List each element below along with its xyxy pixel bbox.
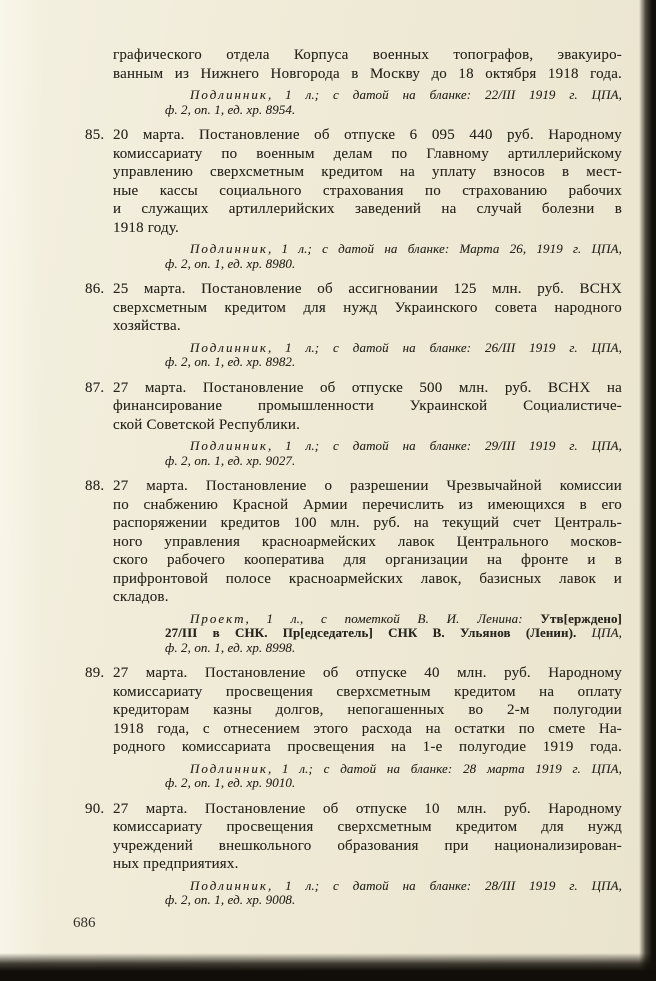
text-line: учреждений внешкольного образования при национализирован- (113, 837, 622, 854)
entry-number: 90. (85, 800, 105, 817)
archive-ref: ф. 2, оп. 1, ед. хр. 8980. (165, 255, 296, 271)
archive-ref: ф. 2, оп. 1, ед. хр. 8998. (165, 639, 296, 655)
entry-text (85, 379, 622, 435)
text-line: родного комиссариата просвещения на 1-е полугодие 1919 года. (113, 739, 622, 755)
text-line: 1918 году. (113, 219, 179, 236)
entry-text (85, 126, 622, 237)
entry-text (85, 800, 622, 874)
source-line (165, 762, 622, 777)
source-type-label: Подлинник (190, 877, 268, 893)
source-type-label: Подлинник (190, 241, 268, 256)
entry-continuation (113, 46, 622, 117)
text-line: распоряжении кредитов 100 млн. руб. на текущий счет Централь- (113, 515, 622, 531)
text-line: по снабжению Красной Армии перечислить из имеющихся в его (113, 496, 622, 513)
source-line (165, 242, 622, 257)
text-line: 25 марта. Постановление об ассигновании 125 млн. руб. ВСНХ (113, 281, 622, 297)
text-line: комиссариату по военным делам по Главному артиллерийскому (113, 145, 622, 162)
entry-number: 87. (85, 379, 105, 396)
entry-text (85, 477, 622, 607)
text-line: 20 марта. Постановление об отпуске 6 095 440 руб. Народному (113, 127, 622, 143)
source-note (165, 439, 622, 468)
page-gutter-highlight (0, 0, 44, 981)
entry-number: 89. (85, 665, 105, 681)
entry-number: 86. (85, 281, 105, 297)
lenin-note: Утв[ерждено] (540, 610, 622, 626)
source-detail: , 1 л.; с датой на бланке: 28 марта 1919 г. ЦПА, (267, 760, 622, 776)
text-line: кредиторам казны долгов, непогашенных во 2-м полугодии (113, 702, 622, 718)
source-note (165, 88, 622, 117)
source-type-label: Подлинник (190, 438, 268, 453)
source-note (165, 879, 622, 908)
source-detail: , 1 л.; с датой на бланке: 29/III 1919 г. ЦПА, (267, 438, 622, 453)
archive-ref: ф. 2, оп. 1, ед. хр. 9008. (165, 892, 296, 907)
text-line: ской Советской Республики. (113, 416, 301, 433)
source-line (165, 88, 622, 103)
source-type-label: Подлинник (190, 87, 268, 102)
text-line: складов. (113, 589, 169, 605)
text-line: сверхсметным кредитом для нужд Украинского совета народного (113, 299, 622, 316)
entry-90 (85, 800, 622, 908)
text-line: хозяйства. (113, 318, 181, 334)
source-detail: , 1 л.; с датой на бланке: 26/III 1919 г. ЦПА, (267, 339, 622, 355)
text-line: управлению сверхсметным кредитом на уплату взносов в мест- (113, 164, 622, 180)
source-detail: , 1 л.; с датой на бланке: 28/III 1919 г. ЦПА, (267, 877, 622, 893)
text-line: прифронтовой полосе красноармейских лавок, базисных лавок и (113, 570, 622, 587)
text-line: 27 марта. Постановление об отпуске 500 млн. руб. ВСНХ на (113, 379, 622, 396)
entry-text (85, 280, 622, 336)
source-line (165, 439, 622, 454)
text-line: 27 марта. Постановление об отпуске 10 млн. руб. Народному (113, 800, 622, 817)
archive-ref: ф. 2, оп. 1, ед. хр. 8982. (165, 354, 296, 369)
text-line: 27 марта. Постановление об отпуске 40 млн. руб. Народному (113, 665, 622, 681)
entry-88 (85, 477, 622, 655)
entry-87 (85, 379, 622, 469)
text-column (85, 46, 622, 917)
source-line (165, 879, 622, 894)
scan-edge-right (639, 0, 656, 981)
source-type-label: Подлинник (190, 760, 268, 776)
entry-number: 85. (85, 127, 105, 143)
lenin-note: 27/III в СНК. Пр[едседатель] СНК В. Ульянов (Ленин). (165, 625, 592, 640)
text-line: ванным из Нижнего Новгорода в Москву до 18 октября 1918 года. (113, 65, 622, 82)
source-type-label: Проект (190, 610, 246, 626)
text-line: комиссариату просвещения сверхсметным кредитом для нужд (113, 819, 622, 835)
text-line: 1918 года, с отнесением этого расхода на остатки по смете На- (113, 720, 622, 737)
text-line: финансирование промышленности Украинской Социалистиче- (113, 398, 622, 414)
archive-ref: ф. 2, оп. 1, ед. хр. 9027. (165, 452, 296, 468)
source-type-label: Подлинник (190, 339, 268, 355)
source-detail: , 1 л.; с датой на бланке: 22/III 1919 г. ЦПА, (267, 87, 622, 102)
entry-number: 88. (85, 478, 105, 494)
page-number: 686 (73, 915, 96, 931)
archive-ref: ф. 2, оп. 1, ед. хр. 9010. (165, 775, 296, 790)
text-line: и служащих артиллерийских заведений на случай болезни в (113, 201, 622, 217)
text-line: ных предприятиях. (113, 856, 239, 872)
source-line (165, 612, 622, 627)
text-line: графического отдела Корпуса военных топографов, эвакуиро- (113, 47, 622, 63)
entry-text (85, 664, 622, 757)
text-line: ного управления красноармейских лавок Центрального москов- (113, 533, 622, 550)
text-line: 27 марта. Постановление о разрешении Чрезвычайной комиссии (113, 478, 622, 494)
source-note (165, 242, 622, 271)
source-detail: ЦПА, (591, 625, 622, 640)
text-line: комиссариату просвещения сверхсметным кредитом на оплату (113, 683, 622, 700)
entry-89 (85, 664, 622, 791)
source-line (165, 341, 622, 356)
entry-85 (85, 126, 622, 271)
source-detail: , 1 л.; с датой на бланке: Марта 26, 1919 г. ЦПА, (267, 241, 622, 256)
text-line: ского рабочего кооператива для организации на фронте и в (113, 552, 622, 568)
source-detail: , 1 л., с пометкой В. И. Ленина: (245, 610, 541, 626)
source-line (165, 626, 622, 641)
source-note (165, 341, 622, 370)
source-note-lenin (165, 612, 622, 656)
scan-edge-bottom (0, 953, 656, 981)
text-line: ные кассы социального страхования по страхованию рабочих (113, 182, 622, 199)
archive-ref: ф. 2, оп. 1, ед. хр. 8954. (165, 101, 296, 117)
entry-86 (85, 280, 622, 370)
source-note (165, 762, 622, 791)
paragraph-continuation (113, 46, 622, 83)
